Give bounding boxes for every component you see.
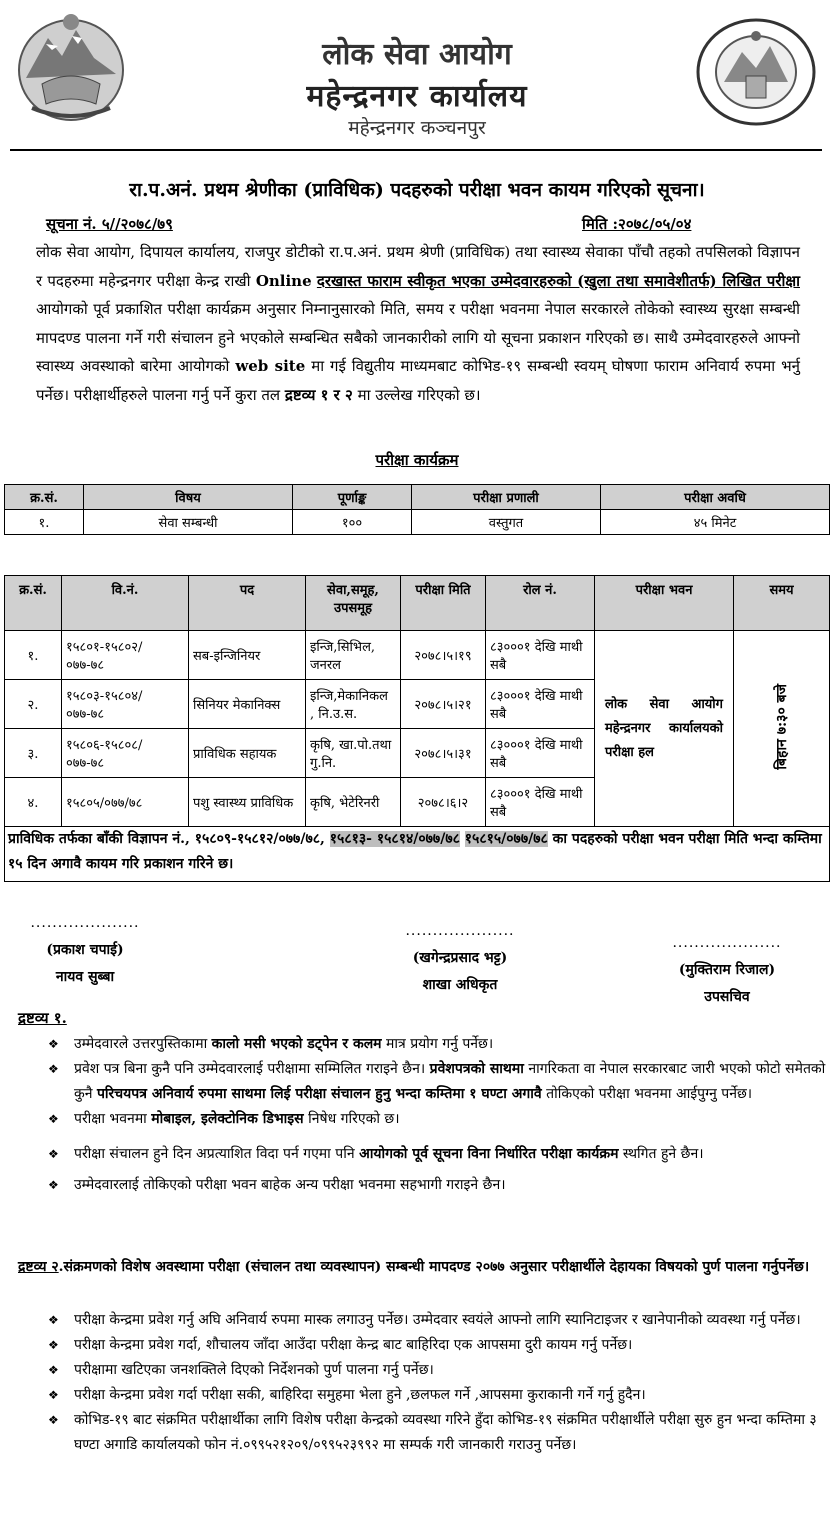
list-item: ❖ परीक्षा संचालन हुने दिन अप्रत्याशित विदा पर्न गएमा पनि आयोगको पूर्व सूचना विना निर्धारित परीक्षा कार्यक्रम स्थगित हुने छैन।	[48, 1142, 828, 1167]
table-row: २. १५८०३-१५८०४/ ०७७-७८ सिनियर मेकानिक्स इन्जि,मेकानिकल , नि.उ.स. २०७८।५।२१ ८३०००१ देखि माथी सबै	[5, 680, 830, 729]
schedule-heading: परीक्षा कार्यक्रम	[375, 451, 459, 469]
notice-body: लोक सेवा आयोग, दिपायल कार्यालय, राजपुर डोटीको रा.प.अनं. प्रथम श्रेणी (प्राविधिक) तथा स्वास्थ्य सेवाका पाँचौ तहको तपसिलको विज्ञापन र पदहरुमा महेन्द्रनगर परीक्षा केन्द्र राखी Online दरखास्त फाराम स्वीकृत भएका उम्मेदवारहरुको (खुला तथा समावेशीतर्फ) लिखित परीक्षा आयोगको पूर्व प्रकाशित परीक्षा कार्यक्रम अनुसार निम्नानुसारको मिति, समय र परीक्षा भवनमा नेपाल सरकारले तोकेको स्वास्थ्य सुरक्षा सम्बन्धी मापदण्ड पालना गर्ने गरी संचालन हुने भएकोले सम्बन्धित सबैको जानकारीको लागि यो सूचना प्रकाशन गरिएको छ। साथै उम्मेदवारहरुले आफ्नो स्वास्थ्य अवस्थाको बारेमा आयोगको web site मा गई विद्युतीय माध्यमबाट कोभिड-१९ सम्बन्धी स्वयम् घोषणा फाराम अनिवार्य रुपमा भर्नु पर्नेछ। परीक्षार्थीहरुले पालना गर्नु पर्ने कुरा तल द्रष्टव्य १ र २ मा उल्लेख गरिएको छ।	[36, 243, 800, 404]
table-header-row: क्र.सं. विषय पूर्णाङ्क परीक्षा प्रणाली परीक्षा अवधि	[5, 485, 830, 510]
list-item: ❖ उम्मेदवारले उत्तरपुस्तिकामा कालो मसी भएको डट्पेन र कलम मात्र प्रयोग गर्नु पर्नेछ।	[48, 1032, 828, 1057]
note2-list	[48, 1308, 828, 1458]
notice-date: मिति :२०७८/०५/०४	[582, 215, 692, 233]
table-row: १. सेवा सम्बन्धी १०० वस्तुगत ४५ मिनेट	[5, 510, 830, 535]
schedule-table	[4, 484, 830, 535]
note2-heading: द्रष्टव्य २.संक्रमणको विशेष अवस्थामा परीक्षा (संचालन तथा व्यवस्थापन) सम्बन्धी मापदण्ड २०७७ अनुसार परीक्षार्थीले देहायका विषयको पुर्ण पालना गर्नुपर्नेछ।	[18, 1259, 810, 1275]
table-header-row: क्र.सं. वि.नं. पद सेवा,समूह, उपसमूह परीक्षा मिति रोल नं. परीक्षा भवन समय	[5, 576, 830, 631]
list-item: ❖ परीक्षा भवनमा मोबाइल, इलेक्टोनिक डिभाइस निषेध गरिएको छ।	[48, 1107, 828, 1132]
exam-table	[4, 575, 830, 827]
list-item: ❖ कोभिड-१९ बाट संक्रमित परीक्षार्थीका लागि विशेष परीक्षा केन्द्रको व्यवस्था गरिने हुँदा कोभिड-१९ संक्रमित परीक्षार्थीले परीक्षा सुरु हुन भन्दा कम्तिमा ३ घण्टा अगाडि कार्यालयको फोन नं.०९९५२१२०९/०९९५२३९९२ मा सम्पर्क गरी जानकारी गराउनु पर्नेछ।	[48, 1408, 828, 1458]
header-divider	[10, 149, 822, 151]
signature-block: .................... (खगेन्द्रप्रसाद भट्ट) शाखा अधिकृत	[380, 918, 540, 999]
note1-heading: द्रष्टव्य १.	[18, 1009, 67, 1027]
signatory-title: शाखा अधिकृत	[422, 977, 498, 993]
list-item: ❖ उम्मेदवारलाई तोकिएको परीक्षा भवन बाहेक अन्य परीक्षा भवनमा सहभागी गराइने छैन।	[48, 1173, 828, 1198]
signatory-title: उपसचिव	[704, 989, 750, 1005]
list-item: ❖ प्रवेश पत्र बिना कुनै पनि उम्मेदवारलाई परीक्षामा सम्मिलित गराइने छैन। प्रवेशपत्रको साथमा नागरिकता वा नेपाल सरकारबाट जारी भएको फोटो समेतको कुनै परिचयपत्र अनिवार्य रुपमा साथमा लिई परीक्षा संचालन हुनु भन्दा कम्तिमा १ घण्टा अगावै तोकिएको परीक्षा भवनमा आईपुग्नु पर्नेछ।	[48, 1057, 828, 1107]
office-name: महेन्द्रनगर कार्यालय	[306, 79, 528, 114]
signatory-name: (मुक्तिराम रिजाल)	[678, 962, 776, 978]
exam-hall: लोक सेवा आयोग महेन्द्रनगर कार्यालयको परीक्षा हल	[595, 631, 734, 827]
table-row: ४. १५८०५/०७७/७८ पशु स्वास्थ्य प्राविधिक कृषि, भेटेरिनरी २०७८।६।२ ८३०००१ देखि माथी सबै	[5, 778, 830, 827]
list-item: ❖ परीक्षा केन्द्रमा प्रवेश गर्नु अघि अनिवार्य रुपमा मास्क लगाउनु पर्नेछ। उम्मेदवार स्वयंले आफ्नो लागि स्यानिटाइजर र खानेपानीको व्यवस्था गर्नु पर्नेछ।	[48, 1308, 828, 1333]
notice-title: रा.प.अनं. प्रथम श्रेणीका (प्राविधिक) पदहरुको परीक्षा भवन कायम गरिएको सूचना।	[129, 179, 705, 201]
note1-list	[48, 1032, 828, 1198]
list-item: ❖ परीक्षामा खटिएका जनशक्तिले दिएको निर्देशनको पुर्ण पालना गर्नु पर्नेछ।	[48, 1358, 828, 1383]
signature-block: .................... (मुक्तिराम रिजाल) उपसचिव	[662, 930, 792, 1011]
exam-time: बिहान ७:३० बजे	[774, 683, 790, 770]
signatory-name: (खगेन्द्रप्रसाद भट्ट)	[412, 950, 508, 966]
table-row: १. १५८०१-१५८०२/ ०७७-७८ सब-इन्जिनियर इन्जि,सिभिल, जनरल २०७८।५।१९ ८३०००१ देखि माथी सबै लोक सेवा आयोग महेन्द्रनगर कार्यालयको परीक्षा हल बिहान ७:३० बजे	[5, 631, 830, 680]
signatory-name: (प्रकाश चपाई)	[46, 942, 124, 958]
list-item: ❖ परीक्षा केन्द्रमा प्रवेश गर्दा परीक्षा सकी, बाहिरिदा समुहमा भेला हुने ,छलफल गर्ने ,आपसमा कुराकानी गर्ने गर्नु हुदैन।	[48, 1383, 828, 1408]
org-name: लोक सेवा आयोग	[322, 37, 512, 72]
table-row: ३. १५८०६-१५८०८/ ०७७-७८ प्राविधिक सहायक कृषि, खा.पो.तथा गु.नि. २०७८।५।३१ ८३०००१ देखि माथी सबै	[5, 729, 830, 778]
list-item: ❖ परीक्षा केन्द्रमा प्रवेश गर्दा, शौचालय जाँदा आउँदा परीक्षा केन्द्र बाट बाहिरिदा एक आपसमा दुरी कायम गर्नु पर्नेछ।	[48, 1333, 828, 1358]
signatory-title: नायव सुब्बा	[55, 969, 115, 985]
remaining-ads-note: प्राविधिक तर्फका बाँकी विज्ञापन नं., १५८०९-१५८१२/०७७/७८, १५८१३- १५८१४/०७७/७८ १५८१५/०७७/७८ का पदहरुको परीक्षा भवन परीक्षा मिति भन्दा कम्तिमा १५ दिन अगावै कायम गरि प्रकाशन गरिने छ।	[4, 826, 830, 882]
signature-block: .................... (प्रकाश चपाई) नायव सुब्बा	[20, 910, 150, 991]
office-location: महेन्द्रनगर कञ्चनपुर	[348, 117, 486, 139]
notice-number: सूचना नं. ५//२०७८/७९	[46, 215, 173, 233]
